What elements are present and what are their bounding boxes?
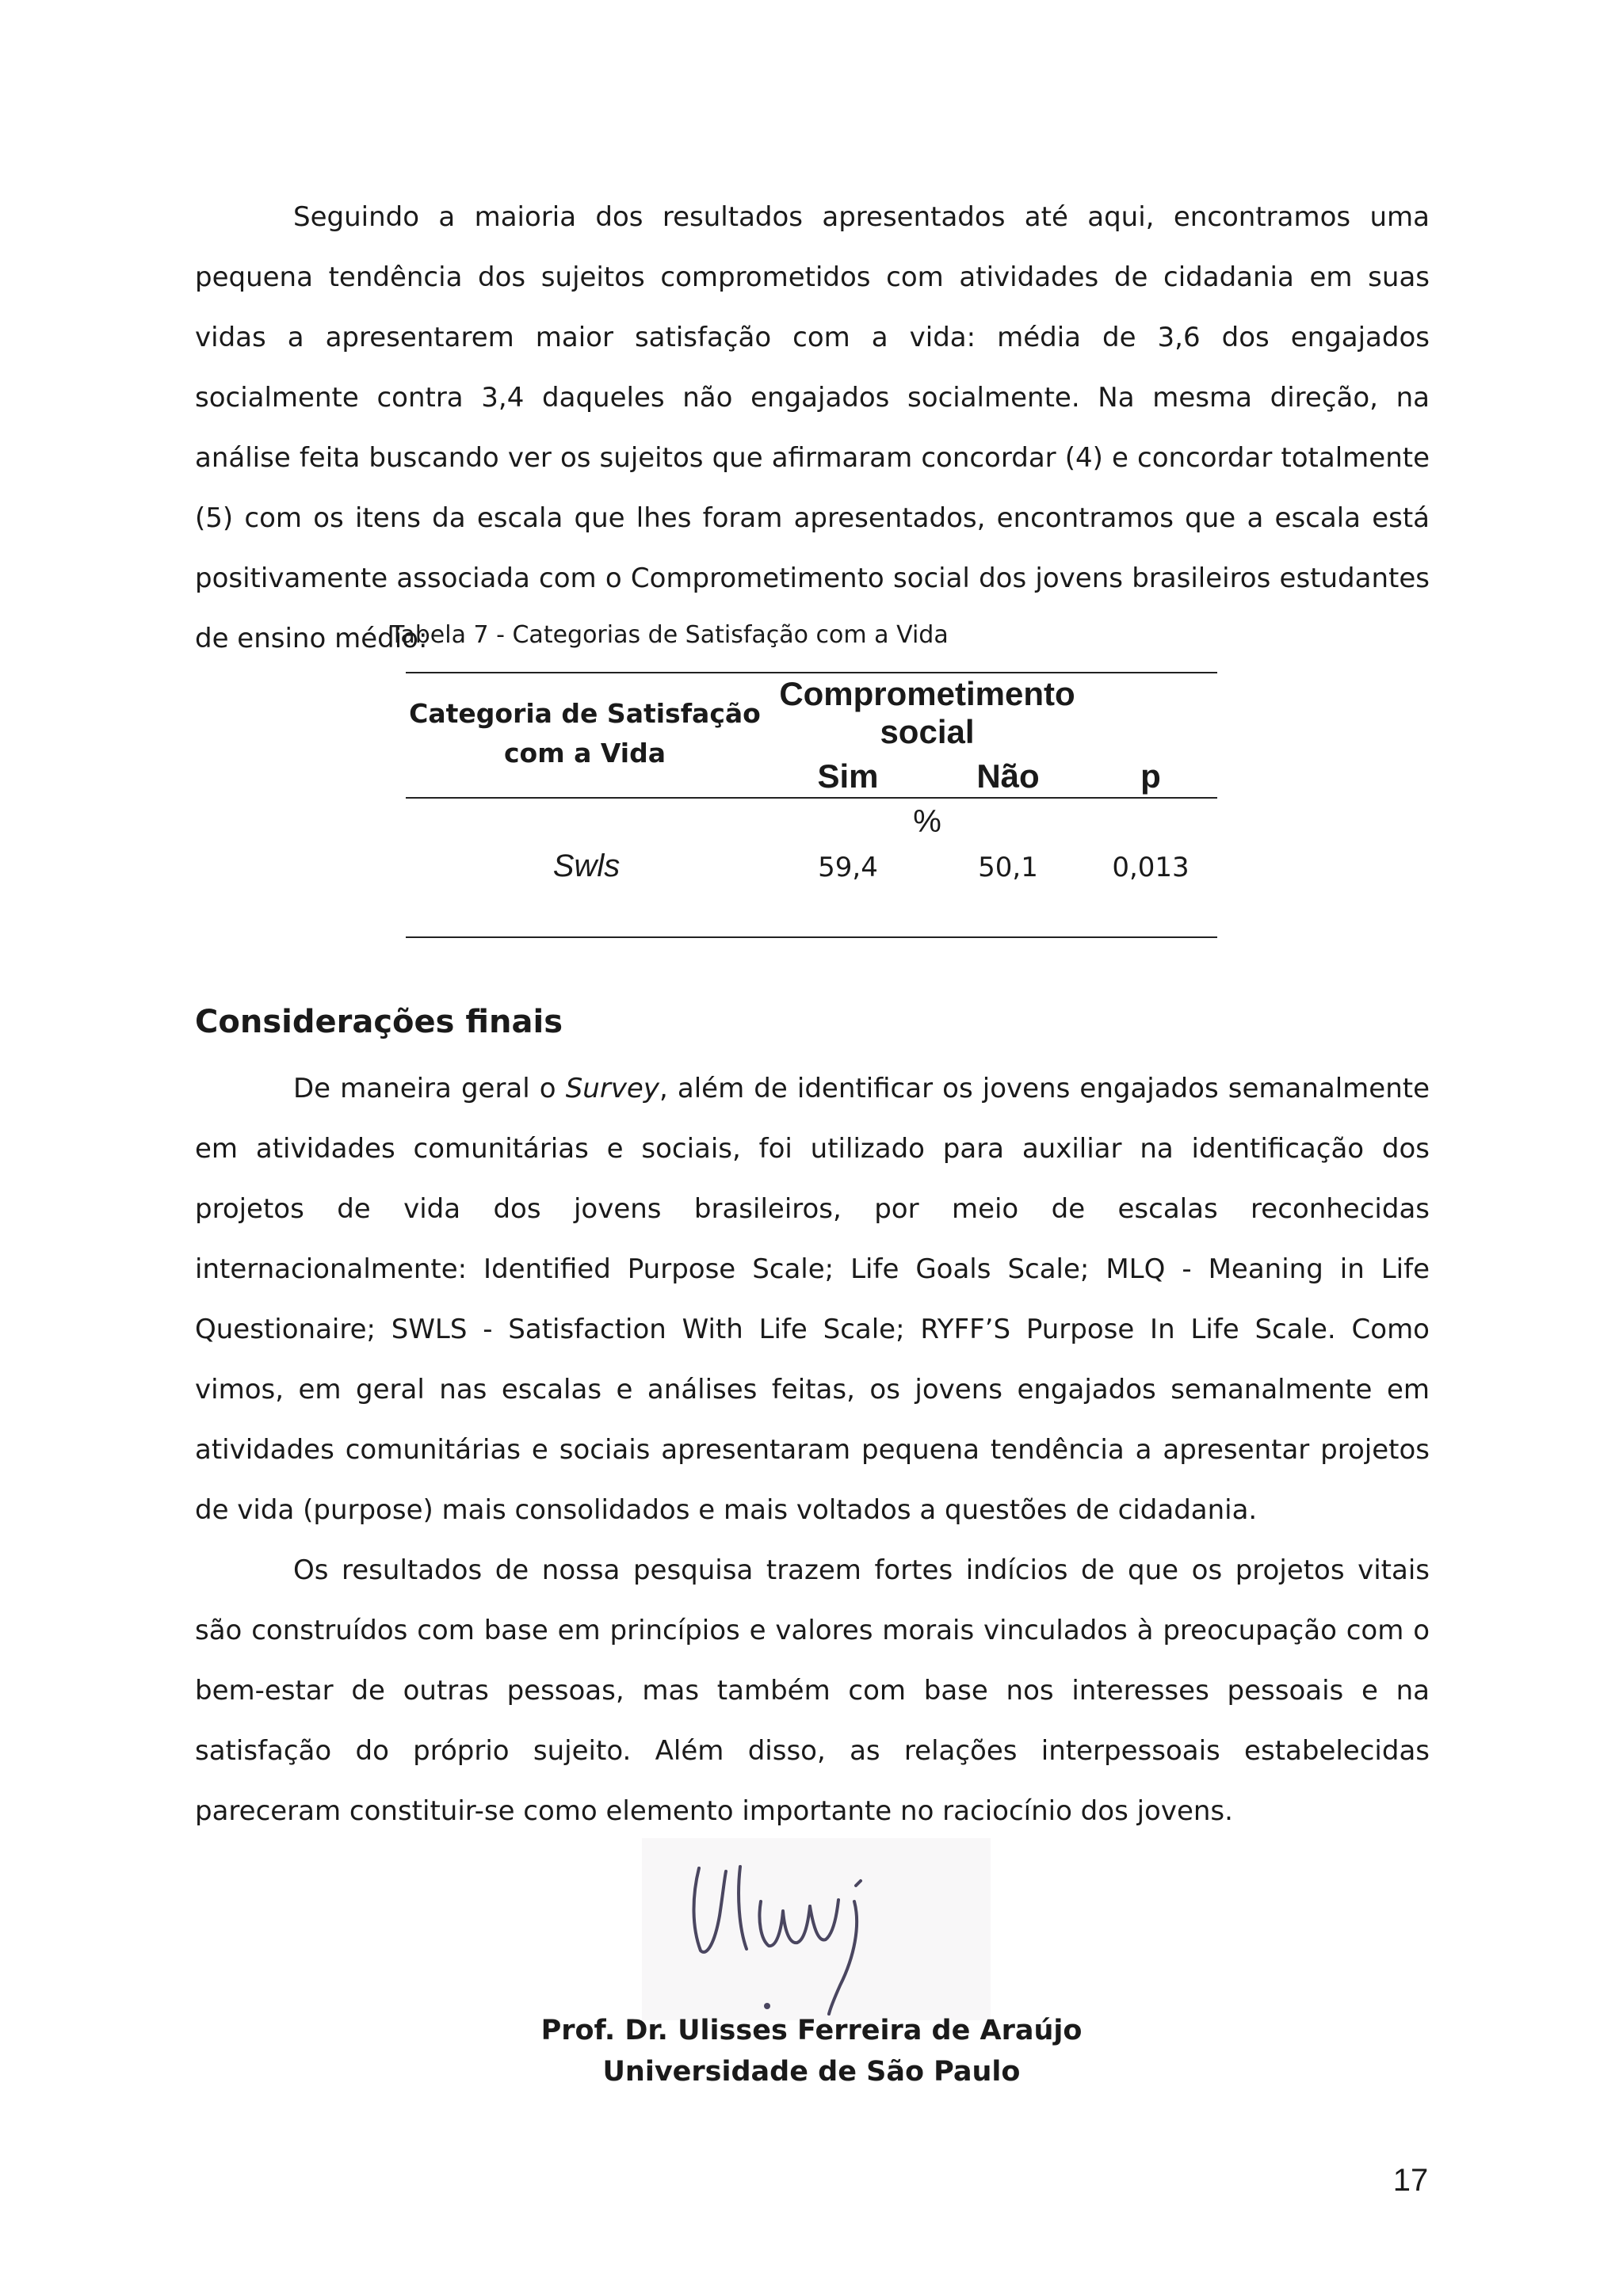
signatory-name: Prof. Dr. Ulisses Ferreira de Araújo [540, 2015, 1083, 2046]
conclusion-paragraph-2 [195, 1540, 1430, 1841]
table-header-category-line2: com a Vida [503, 738, 666, 769]
table-header-group-line2: social [880, 713, 975, 750]
table-header-sim: Sim [817, 757, 879, 795]
table-header-category-line1: Categoria de Satisfação [409, 698, 761, 729]
table-unit: % [913, 804, 941, 839]
table-caption: Tabela 7 - Categorias de Satisfação com a Vida [390, 621, 949, 649]
table-header-rule [406, 797, 1217, 799]
conclusion-paragraph-1-start: De maneira geral o [293, 1073, 566, 1104]
signature-image [642, 1838, 991, 2020]
table-bottom-rule [406, 936, 1217, 938]
table-header-group [761, 675, 1094, 751]
page-number: 17 [1392, 2163, 1429, 2198]
table-top-rule [406, 672, 1217, 673]
conclusion-paragraph-1 [195, 1058, 1430, 1540]
survey-term: Survey [565, 1073, 659, 1104]
table-header-group-line1: Comprometimento [779, 675, 1075, 712]
table-header-category [406, 694, 764, 773]
conclusion-paragraph-2-text: Os resultados de nossa pesquisa trazem fortes indícios de que os projetos vitais são construídos com base em princípios e valores morais vinculados à preocupação com o bem-estar de outras pessoas, mas também com base nos interesses pessoais e na satisfação do próprio sujeito. Além disso, as relações interpessoais estabelecidas pareceram constituir-se como elemento importante no raciocínio dos jovens. [195, 1554, 1430, 1827]
section-heading: Considerações finais [195, 1004, 563, 1040]
signatory-institution: Universidade de São Paulo [602, 2056, 1021, 2088]
table-header-nao: Não [976, 757, 1040, 795]
intro-paragraph-text: Seguindo a maioria dos resultados apresentados até aqui, encontramos uma pequena tendência dos sujeitos comprometidos com atividades de cidadania em suas vidas a apresentarem maior satisfação com a vida: média de 3,6 dos engajados socialmente contra 3,4 daqueles não engajados socialmente. Na mesma direção, na análise feita buscando ver os sujeitos que afirmaram concordar (4) e concordar totalmente (5) com os itens da escala que lhes foram apresentados, encontramos que a escala está positivamente associada com o Comprometimento social dos jovens brasileiros estudantes de ensino médio: [195, 201, 1430, 654]
table-cell-sim: 59,4 [818, 852, 878, 883]
table-header-p: p [1140, 757, 1161, 795]
table-row-label: Swls [552, 849, 621, 883]
table-cell-nao: 50,1 [978, 852, 1038, 883]
conclusion-paragraph-1-rest: , além de identificar os jovens engajados semanalmente em atividades comunitárias e sociais, foi utilizado para auxiliar na identificação dos projetos de vida dos jovens brasileiros, por meio de escalas reconhecidas internacionalmente: Identified Purpose Scale; Life Goals Scale; MLQ - Meaning in Life Questionaire; SWLS - Satisfaction With Life Scale; RYFF’S Purpose In Life Scale. Como vimos, em geral nas escalas e análises feitas, os jovens engajados semanalmente em atividades comunitárias e sociais apresentaram pequena tendência a apresentar projetos de vida (purpose) mais consolidados e mais voltados a questões de cidadania. [195, 1073, 1430, 1526]
signature-handwriting [642, 1838, 991, 2020]
intro-paragraph [195, 187, 1430, 669]
table-cell-p: 0,013 [1112, 852, 1190, 883]
